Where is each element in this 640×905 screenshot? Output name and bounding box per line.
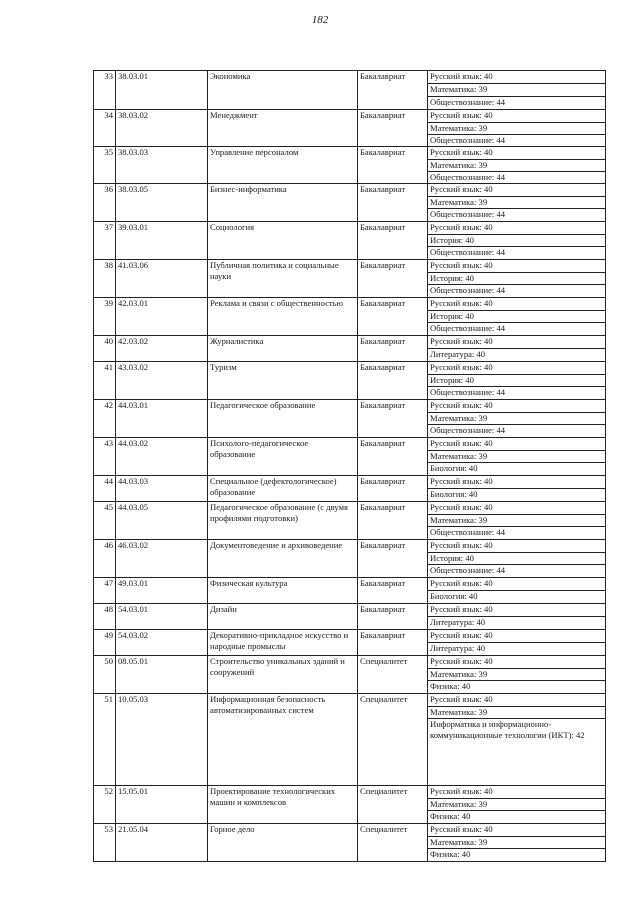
direction-name: Физическая культура [208, 578, 358, 604]
table-row [94, 540, 606, 553]
education-level: Бакалавриат [358, 630, 428, 656]
entry-number: 50 [94, 656, 116, 694]
table-row [94, 147, 606, 160]
exam-subject-score: Биология: 40 [428, 489, 606, 502]
direction-name: Строительство уникальных зданий и сооружений [208, 656, 358, 694]
entry-number: 46 [94, 540, 116, 578]
exam-subject-score: Литература: 40 [428, 643, 606, 656]
direction-name: Менеджмент [208, 110, 358, 147]
entry-number: 33 [94, 71, 116, 110]
direction-code: 42.03.01 [116, 298, 208, 336]
education-level: Бакалавриат [358, 336, 428, 362]
education-level: Специалитет [358, 824, 428, 862]
direction-code: 21.05.04 [116, 824, 208, 862]
page-number: 182 [311, 14, 329, 26]
admission-table [93, 70, 606, 862]
education-level: Специалитет [358, 656, 428, 694]
entry-number: 47 [94, 578, 116, 604]
entry-number: 49 [94, 630, 116, 656]
exam-subject-score: Математика: 39 [428, 707, 606, 719]
exam-subject-score: Русский язык: 40 [428, 630, 606, 643]
exam-subject-score: Обществознание: 44 [428, 387, 606, 400]
entry-number: 43 [94, 438, 116, 476]
table-row [94, 222, 606, 235]
entry-number: 51 [94, 694, 116, 786]
education-level: Бакалавриат [358, 260, 428, 298]
exam-subject-score: Математика: 39 [428, 669, 606, 681]
direction-code: 49.03.01 [116, 578, 208, 604]
education-level: Специалитет [358, 694, 428, 786]
table-row [94, 476, 606, 489]
table-row [94, 260, 606, 273]
table-row [94, 336, 606, 349]
exam-subject-score: Математика: 39 [428, 123, 606, 135]
exam-subject-score: Математика: 39 [428, 837, 606, 849]
direction-code: 44.03.02 [116, 438, 208, 476]
exam-subject-score: Русский язык: 40 [428, 298, 606, 311]
direction-name: Декоративно-прикладное искусство и народные промыслы [208, 630, 358, 656]
exam-subject-score: Русский язык: 40 [428, 824, 606, 837]
exam-subject-score: Русский язык: 40 [428, 540, 606, 553]
exam-subject-score: История: 40 [428, 375, 606, 387]
direction-code: 42.03.02 [116, 336, 208, 362]
direction-name: Проектирование технологических машин и комплексов [208, 786, 358, 824]
direction-code: 10.05.03 [116, 694, 208, 786]
table-row [94, 298, 606, 311]
education-level: Бакалавриат [358, 400, 428, 438]
direction-name: Публичная политика и социальные науки [208, 260, 358, 298]
table-row [94, 71, 606, 84]
direction-code: 08.05.01 [116, 656, 208, 694]
exam-subject-score: Обществознание: 44 [428, 209, 606, 222]
exam-subject-score: Русский язык: 40 [428, 336, 606, 349]
exam-subject-score: Биология: 40 [428, 463, 606, 476]
exam-subject-score: Русский язык: 40 [428, 362, 606, 375]
direction-code: 54.03.02 [116, 630, 208, 656]
exam-subject-score: Русский язык: 40 [428, 476, 606, 489]
exam-subject-score: История: 40 [428, 235, 606, 247]
table-row [94, 604, 606, 617]
exam-subject-score: Физика: 40 [428, 811, 606, 824]
education-level: Бакалавриат [358, 476, 428, 502]
education-level: Бакалавриат [358, 298, 428, 336]
education-level: Бакалавриат [358, 502, 428, 540]
direction-name: Педагогическое образование [208, 400, 358, 438]
direction-code: 38.03.03 [116, 147, 208, 184]
exam-subject-score: Математика: 39 [428, 160, 606, 172]
direction-code: 38.03.01 [116, 71, 208, 110]
education-level: Бакалавриат [358, 71, 428, 110]
education-level: Бакалавриат [358, 147, 428, 184]
exam-subject-score: Обществознание: 44 [428, 135, 606, 147]
entry-number: 48 [94, 604, 116, 630]
exam-subject-score: Биология: 40 [428, 591, 606, 604]
education-level: Бакалавриат [358, 184, 428, 222]
direction-name: Педагогическое образование (с двумя профилями подготовки) [208, 502, 358, 540]
direction-name: Реклама и связи с общественностью [208, 298, 358, 336]
direction-code: 44.03.01 [116, 400, 208, 438]
entry-number: 37 [94, 222, 116, 260]
table-row [94, 400, 606, 413]
exam-subject-score: Обществознание: 44 [428, 285, 606, 298]
direction-code: 38.03.05 [116, 184, 208, 222]
entry-number: 45 [94, 502, 116, 540]
direction-name: Специальное (дефектологическое) образование [208, 476, 358, 502]
exam-subject-score: Математика: 39 [428, 515, 606, 527]
exam-subject-score: Литература: 40 [428, 349, 606, 362]
direction-name: Горное дело [208, 824, 358, 862]
exam-subject-score: Русский язык: 40 [428, 110, 606, 123]
exam-subject-score: Обществознание: 44 [428, 247, 606, 260]
entry-number: 52 [94, 786, 116, 824]
education-level: Бакалавриат [358, 604, 428, 630]
direction-code: 39.03.01 [116, 222, 208, 260]
exam-subject-score: Обществознание: 44 [428, 527, 606, 540]
exam-subject-score: Математика: 39 [428, 197, 606, 209]
education-level: Бакалавриат [358, 540, 428, 578]
exam-subject-score: Информатика и информационно-коммуникационные технологии (ИКТ): 42 [428, 719, 606, 786]
exam-subject-score: Математика: 39 [428, 84, 606, 97]
exam-subject-score: История: 40 [428, 273, 606, 285]
table-row [94, 438, 606, 451]
exam-subject-score: Русский язык: 40 [428, 184, 606, 197]
education-level: Бакалавриат [358, 438, 428, 476]
exam-subject-score: Русский язык: 40 [428, 502, 606, 515]
education-level: Бакалавриат [358, 578, 428, 604]
exam-subject-score: Русский язык: 40 [428, 147, 606, 160]
direction-code: 41.03.06 [116, 260, 208, 298]
entry-number: 41 [94, 362, 116, 400]
table-row [94, 184, 606, 197]
table-row [94, 578, 606, 591]
exam-subject-score: Обществознание: 44 [428, 565, 606, 578]
table-row [94, 362, 606, 375]
direction-name: Документоведение и архивоведение [208, 540, 358, 578]
entry-number: 44 [94, 476, 116, 502]
entry-number: 40 [94, 336, 116, 362]
exam-subject-score: Математика: 39 [428, 451, 606, 463]
direction-code: 15.05.01 [116, 786, 208, 824]
direction-name: Журналистика [208, 336, 358, 362]
table-row [94, 502, 606, 515]
direction-name: Экономика [208, 71, 358, 110]
table-row [94, 786, 606, 799]
entry-number: 35 [94, 147, 116, 184]
entry-number: 39 [94, 298, 116, 336]
direction-name: Психолого-педагогическое образование [208, 438, 358, 476]
exam-subject-score: Русский язык: 40 [428, 656, 606, 669]
exam-subject-score: Обществознание: 44 [428, 323, 606, 336]
table-row [94, 694, 606, 707]
exam-subject-score: Русский язык: 40 [428, 260, 606, 273]
direction-name: Туризм [208, 362, 358, 400]
exam-subject-score: Литература: 40 [428, 617, 606, 630]
entry-number: 36 [94, 184, 116, 222]
exam-subject-score: Математика: 39 [428, 413, 606, 425]
direction-code: 44.03.05 [116, 502, 208, 540]
table-row [94, 824, 606, 837]
education-level: Бакалавриат [358, 110, 428, 147]
direction-code: 46.03.02 [116, 540, 208, 578]
exam-subject-score: Русский язык: 40 [428, 786, 606, 799]
exam-subject-score: История: 40 [428, 553, 606, 565]
direction-name: Информационная безопасность автоматизированных систем [208, 694, 358, 786]
direction-code: 44.03.03 [116, 476, 208, 502]
direction-code: 54.03.01 [116, 604, 208, 630]
direction-name: Управление персоналом [208, 147, 358, 184]
exam-subject-score: Русский язык: 40 [428, 604, 606, 617]
exam-subject-score: Русский язык: 40 [428, 438, 606, 451]
entry-number: 42 [94, 400, 116, 438]
exam-subject-score: Обществознание: 44 [428, 172, 606, 184]
exam-subject-score: Обществознание: 44 [428, 97, 606, 110]
exam-subject-score: Обществознание: 44 [428, 425, 606, 438]
exam-subject-score: Русский язык: 40 [428, 400, 606, 413]
exam-subject-score: История: 40 [428, 311, 606, 323]
table-row [94, 110, 606, 123]
direction-name: Дизайн [208, 604, 358, 630]
education-level: Бакалавриат [358, 362, 428, 400]
table-row [94, 656, 606, 669]
exam-subject-score: Русский язык: 40 [428, 222, 606, 235]
exam-subject-score: Русский язык: 40 [428, 694, 606, 707]
table-row [94, 630, 606, 643]
entry-number: 38 [94, 260, 116, 298]
exam-subject-score: Физика: 40 [428, 681, 606, 694]
exam-subject-score: Физика: 40 [428, 849, 606, 862]
entry-number: 53 [94, 824, 116, 862]
exam-subject-score: Русский язык: 40 [428, 71, 606, 84]
table-body [94, 71, 606, 862]
direction-name: Бизнес-информатика [208, 184, 358, 222]
entry-number: 34 [94, 110, 116, 147]
education-level: Бакалавриат [358, 222, 428, 260]
education-level: Специалитет [358, 786, 428, 824]
direction-code: 38.03.02 [116, 110, 208, 147]
exam-subject-score: Математика: 39 [428, 799, 606, 811]
exam-subject-score: Русский язык: 40 [428, 578, 606, 591]
direction-code: 43.03.02 [116, 362, 208, 400]
direction-name: Социология [208, 222, 358, 260]
